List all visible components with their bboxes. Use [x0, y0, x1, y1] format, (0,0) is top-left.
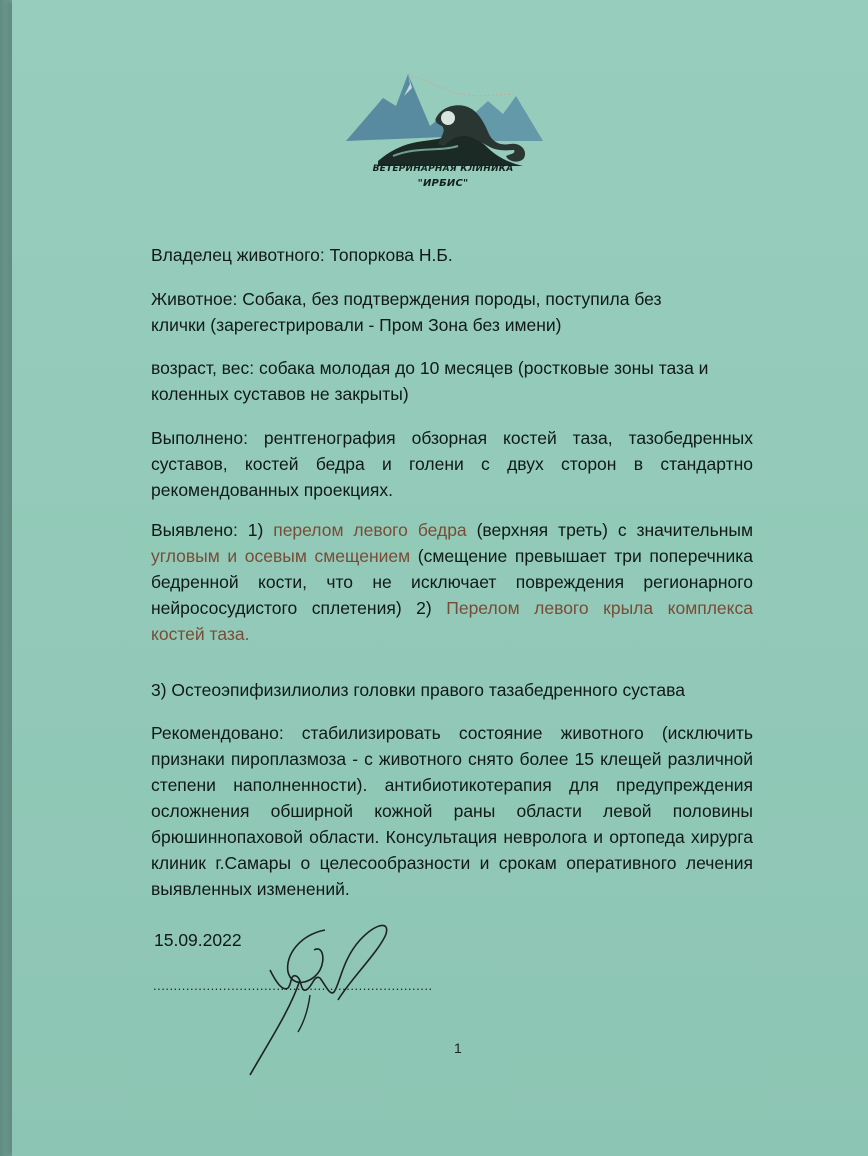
signature-line: ....................................................................: [153, 978, 433, 993]
findings-paragraph: [151, 517, 753, 647]
page-number: 1: [454, 1040, 462, 1056]
recommendation-paragraph: Рекомендовано: стабилизировать состояние животного (исключить признаки пироплазмоза - с животного снято более 15 клещей различной степени наполненности). антибиотикотерапия для предупреждения осложнения обширной кожной раны области левой половины брюшиннопаховой области. Консультация невролога и ортопеда хирурга клиник г.Самары о целесообразности и срокам оперативного лечения выявленных изменений.: [151, 723, 753, 899]
findings-text-3: (смещение превышает три поперечника бедренной кости, что не исключает повреждения регионарного нейрососудистого сплетения) 2): [151, 546, 753, 618]
clinic-logo: [338, 66, 548, 206]
performed-paragraph: Выполнено: рентгенография обзорная костей таза, тазобедренных суставов, костей бедра и голени с двух сторон в стандартно рекомендованных проекциях.: [151, 428, 753, 500]
document-date: 15.09.2022: [154, 930, 242, 950]
findings-text-2: (верхняя треть) с значительным: [466, 520, 753, 540]
age-weight-paragraph: возраст, вес: собака молодая до 10 месяцев (ростковые зоны таза и коленных суставов не закрыты): [151, 358, 709, 404]
clinic-name-line1: ВЕТЕРИНАРНАЯ КЛИНИКА: [372, 164, 514, 174]
finding-femur-fracture: перелом левого бедра: [273, 520, 467, 540]
findings-text-1: Выявлено: 1): [151, 520, 274, 540]
finding-displacement: угловым и осевым смещением: [151, 546, 411, 566]
handwritten-signature: [230, 900, 410, 1090]
finding-pelvis-fracture: Перелом левого крыла комплекса костей таза.: [151, 598, 753, 644]
snow-leopard-mountains-icon: [338, 66, 548, 176]
animal-paragraph: Животное: Собака, без подтверждения породы, поступила без клички (зарегестрировали - Пром Зона без имени): [151, 289, 662, 335]
clinic-name-line2: "ИРБИС": [417, 178, 469, 189]
owner-line: Владелец животного: Топоркова Н.Б.: [151, 245, 453, 265]
finding-3-line: 3) Остеоэпифизилиолиз головки правого тазабедренного сустава: [151, 680, 685, 700]
